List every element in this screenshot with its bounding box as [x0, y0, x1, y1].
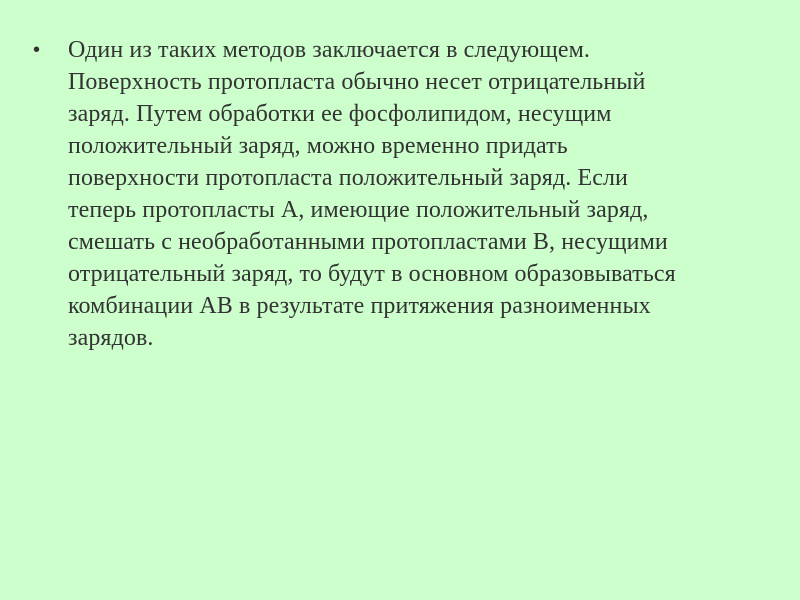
text-line: поверхности протопласта положительный заряд. Если	[68, 165, 628, 191]
text-line: заряд. Путем обработки ее фосфолипидом, несущим	[68, 101, 612, 127]
text-line: Один из таких методов заключается в следующем.	[68, 37, 591, 63]
bullet-marker: •	[33, 39, 41, 61]
text-line: теперь протопласты А, имеющие положительный заряд,	[68, 197, 649, 223]
text-line: зарядов.	[68, 325, 154, 351]
text-line: смешать с необработанными протопластами В, несущими	[68, 229, 668, 255]
bullet-list	[33, 34, 753, 354]
text-line: отрицательный заряд, то будут в основном образовываться	[68, 261, 676, 287]
text-line: комбинации АВ в результате притяжения разноименных	[68, 293, 651, 319]
text-line: Поверхность протопласта обычно несет отрицательный	[68, 69, 646, 95]
bullet-item	[33, 34, 753, 354]
bullet-text	[68, 34, 753, 354]
text-line: положительный заряд, можно временно придать	[68, 133, 568, 159]
